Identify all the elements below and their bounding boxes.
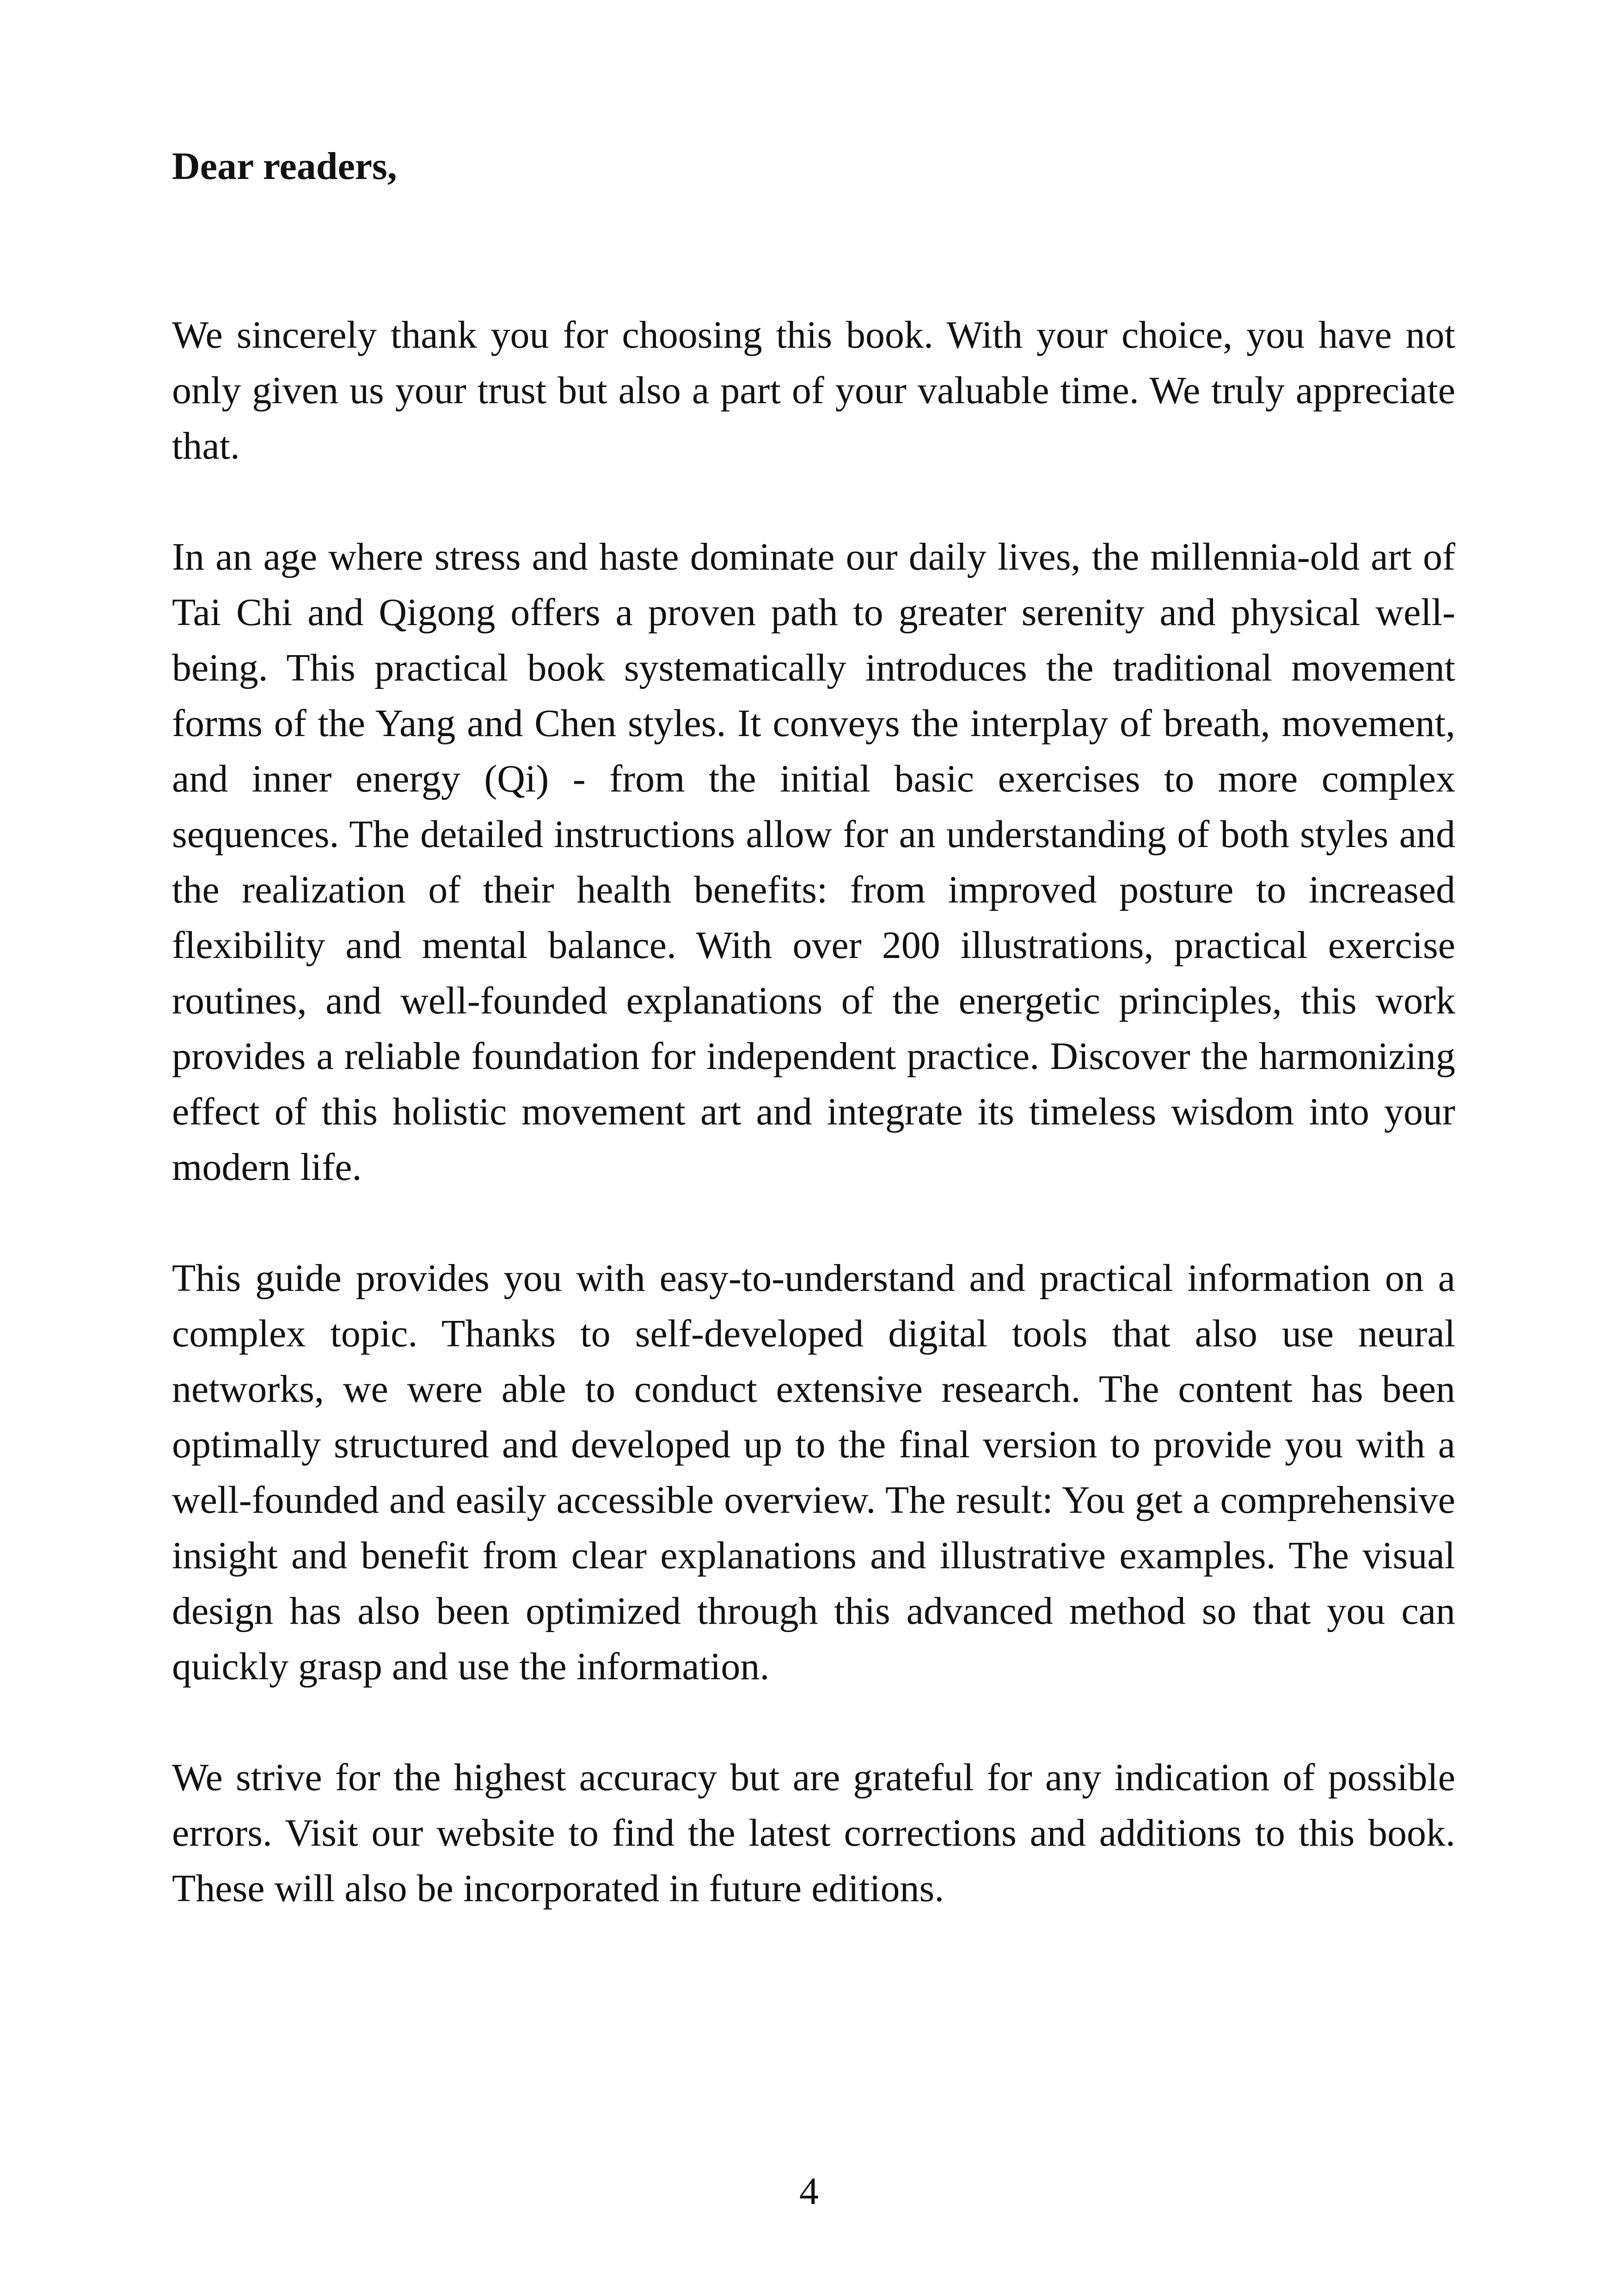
page-number: 4 (799, 2170, 819, 2213)
paragraph-thanks: We sincerely thank you for choosing this book. With your choice, you have not only given us your trust but also a part of your valuable time. We truly appreciate that. (172, 313, 1455, 467)
salutation: Dear readers, (172, 145, 397, 188)
paragraph-errata: We strive for the highest accuracy but are grateful for any indication of possible errors. Visit our website to find the latest corrections and additions to this book. These will also be incorporated in future editions. (172, 1756, 1455, 1910)
paragraph-guide-method: This guide provides you with easy-to-understand and practical information on a complex topic. Thanks to self-developed digital tools that also use neural networks, we were able to conduct extensive research. The content has been optimally structured and developed up to the final version to provide you with a well-founded and easily accessible overview. The result: You get a comprehensive insight and benefit from clear explanations and illustrative examples. The visual design has also been optimized through this advanced method so that you can quickly grasp and use the information. (172, 1257, 1455, 1688)
paragraph-book-description: In an age where stress and haste dominate our daily lives, the millennia-old art of Tai Chi and Qigong offers a proven path to greater serenity and physical well-being. This practical book systematically introduces the traditional movement forms of the Yang and Chen styles. It conveys the interplay of breath, movement, and inner energy (Qi) - from the initial basic exercises to more complex sequences. The detailed instructions allow for an understanding of both styles and the realization of their health benefits: from improved posture to increased flexibility and mental balance. With over 200 illustrations, practical exercise routines, and well-founded explanations of the energetic principles, this work provides a reliable foundation for independent practice. Discover the harmonizing effect of this holistic movement art and integrate its timeless wisdom into your modern life. (172, 535, 1455, 1189)
letter-body (172, 139, 1455, 1916)
